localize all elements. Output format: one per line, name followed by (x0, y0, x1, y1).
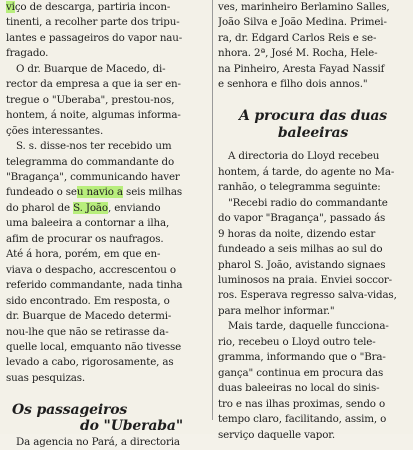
highlight-mark: vi (6, 1, 15, 13)
highlight-mark: S. João (73, 201, 108, 214)
text-line: duas baleeiras no local do sinis- (218, 382, 380, 395)
text-line: afim de procurar os naufragos. (6, 232, 164, 245)
text-line: levado a cabo, rigorosamente, as (6, 356, 174, 369)
text-line: rector da empresa a que ia ser en- (6, 78, 181, 91)
text-line: hontem, á tarde, do agente no Ma- (218, 165, 395, 178)
right-column (218, 0, 408, 443)
text-line: suas pesquizas. (6, 371, 85, 384)
text-line: fundeado a seis milhas ao sul do (218, 243, 383, 256)
text-line: Mais tarde, daquelle funcciona- (228, 320, 389, 333)
text-line: "Bragança", communicando haver (6, 170, 180, 183)
text-line: ra, dr. Edgard Carlos Reis e se- (218, 31, 377, 44)
text-line: tempo claro, facilitando, assim, o (218, 413, 387, 426)
text-line: gramma, informando que o "Bra- (218, 351, 386, 364)
text-line: João Silva e João Medina. Primei- (218, 16, 387, 29)
text-line: 9 horas da noite, dizendo estar (218, 227, 376, 240)
text-line: tregue o "Uberaba", prestou-nos, (6, 93, 175, 106)
text-line: ranhão, o telegramma seguinte: (218, 181, 381, 194)
text-line: quelle local, emquanto não tivesse (6, 340, 182, 353)
text-line: uma baleeira a contornar a ilha, (6, 217, 170, 230)
column-divider (212, 0, 213, 420)
text-line: e senhora e filho dois annos." (218, 78, 368, 91)
text-line: Da agencia no Pará, a directoria (16, 435, 180, 448)
text-line: O dr. Buarque de Macedo, di- (16, 62, 166, 75)
text-line: ros. Esperava regresso salva-vidas, (218, 289, 397, 302)
highlight-mark: u navio a (76, 186, 123, 199)
text-line: luminosos na praia. Enviei soccor- (218, 273, 392, 286)
text-line: sido encontrado. Em resposta, o (6, 294, 170, 307)
text-line: dr. Buarque de Macedo determi- (6, 310, 172, 323)
text-line: para melhor informar." (218, 304, 335, 317)
text-line: gança" continua em procura das (218, 366, 384, 379)
text-line: nhora. 2ª, José M. Rocha, Hele- (218, 47, 378, 60)
text-line: Até á hora, porém, em que en- (6, 248, 161, 261)
text-line: S. s. disse-nos ter recebido um (16, 140, 172, 153)
section-heading-procura: A procura das duas (238, 108, 388, 125)
text-line: nou-lhe que não se retirasse da- (6, 325, 169, 338)
text-line: ções interessantes. (6, 124, 104, 137)
text-line: viava o despacho, accrescentou o (6, 263, 176, 276)
left-column (6, 0, 210, 450)
text-line: "Recebi radio do commandante (228, 196, 388, 209)
section-heading-uberaba: do "Uberaba" (80, 418, 184, 435)
section-heading-passageiros: Os passageiros (12, 401, 128, 418)
text-line: telegramma do commandante do (6, 155, 174, 168)
text-line: viço de descarga, partiria incon- (6, 1, 171, 13)
text-line: fragado. (6, 47, 49, 60)
text-line: tro e nas ilhas proximas, sendo o (218, 397, 386, 410)
text-line: do vapor "Bragança", passado ás (218, 212, 386, 225)
text-line: rio, recebeu o Lloyd outro tele- (218, 335, 376, 348)
text-line: serviço daquelle vapor. (218, 428, 336, 441)
text-line: fundeado o seu navio a seis milhas (6, 186, 183, 199)
text-line: do pharol de S. João, enviando (6, 201, 161, 214)
text-line: referido commandante, nada tinha (6, 279, 183, 292)
text-line: lantes e passageiros do vapor nau- (6, 31, 183, 44)
text-line: hontem, á noite, algumas informa- (6, 109, 181, 122)
text-line: na Pinheiro, Aresta Fayad Nassif (218, 62, 385, 75)
section-heading-baleeiras: baleeiras (277, 124, 349, 141)
text-line: ves, marinheiro Berlamino Salles, (218, 1, 390, 13)
text-line: tinenti, a recolher parte dos tripu- (6, 16, 180, 29)
text-line: A directoria do Lloyd recebeu (228, 150, 380, 163)
text-line: pharol S. João, avistando signaes (218, 258, 386, 271)
